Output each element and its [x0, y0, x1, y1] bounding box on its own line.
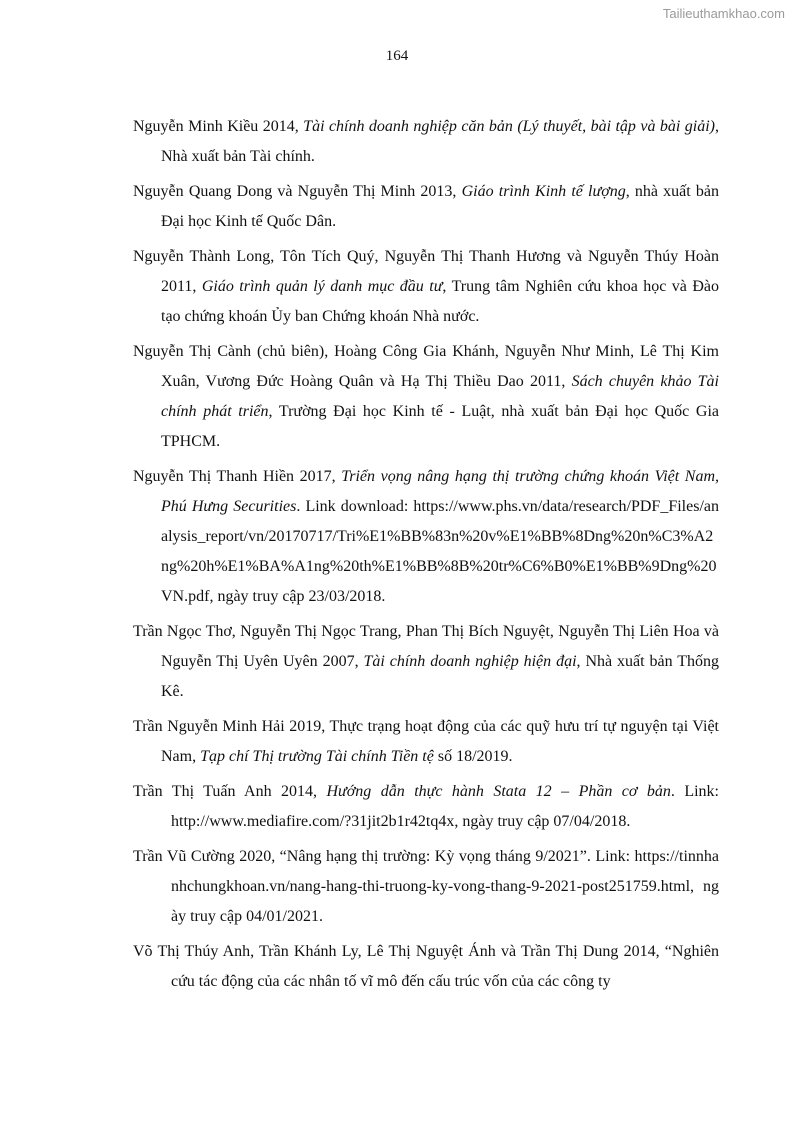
- reference-text: Trần Vũ Cường 2020, “Nâng hạng thị trường: Kỳ vọng tháng 9/2021”. Link: https://tinnhanhchungkhoan.vn/nang-hang-thi-truong-ky-vong-thang-9-2021-post251759.html, ngày truy cập 04/01/2021.: [133, 848, 719, 925]
- reference-text: Võ Thị Thúy Anh, Trần Khánh Ly, Lê Thị Nguyệt Ánh và Trần Thị Dung 2014, “Nghiên cứu tác động của các nhân tố vĩ mô đến cấu trúc vốn của các công ty: [133, 943, 719, 990]
- reference-text: Nguyễn Thị Cành (chủ biên), Hoàng Công Gia Khánh, Nguyễn Như Minh, Lê Thị Kim Xuân, Vương Đức Hoàng Quân và Hạ Thị Thiều Dao 2011,: [133, 343, 719, 390]
- reference-title: Triển vọng nâng hạng thị trường chứng khoán Việt Nam, Phú Hưng Securities: [161, 468, 720, 515]
- reference-text: , Trường Đại học Kinh tế - Luật, nhà xuất bản Đại học Quốc Gia TPHCM.: [161, 403, 719, 450]
- reference-text: , Trung tâm Nghiên cứu khoa học và Đào tạo chứng khoán Ủy ban Chứng khoán Nhà nước.: [161, 278, 720, 325]
- reference-text: Nguyễn Thành Long, Tôn Tích Quý, Nguyễn Thị Thanh Hương và Nguyễn Thúy Hoàn 2011,: [133, 248, 719, 295]
- reference-list: [133, 112, 719, 997]
- reference-title: Sách chuyên khảo Tài chính phát triển: [161, 373, 719, 420]
- reference-text: , nhà xuất bản Đại học Kinh tế Quốc Dân.: [161, 183, 720, 230]
- reference-text: , Nhà xuất bản Tài chính.: [161, 118, 719, 165]
- reference-title: Giáo trình quản lý danh mục đầu tư: [201, 278, 443, 295]
- reference-text: Nguyễn Minh Kiều 2014,: [133, 118, 304, 135]
- reference-title: Giáo trình Kinh tế lượng: [461, 183, 626, 200]
- reference-entry: [133, 242, 719, 332]
- reference-text: Nguyễn Thị Thanh Hiền 2017,: [133, 468, 342, 485]
- reference-entry: [133, 777, 719, 837]
- reference-entry: [133, 177, 719, 237]
- reference-title: Hướng dẫn thực hành Stata 12 – Phần cơ bản: [326, 783, 671, 800]
- reference-entry: [133, 112, 719, 172]
- reference-entry: [133, 337, 719, 457]
- reference-text: . Link download: https://www.phs.vn/data/research/PDF_Files/analysis_report/vn/20170717/Tri%E1%BB%83n%20v%E1%BB%8Dng%20n%C3%A2ng%20h%E1%BA%A1ng%20th%E1%BB%8B%20tr%C6%B0%E1%BB%9Dng%20VN.pdf, ngày truy cập 23/03/2018.: [161, 498, 719, 605]
- reference-text: số 18/2019.: [433, 748, 513, 765]
- reference-title: Tạp chí Thị trường Tài chính Tiền tệ: [200, 748, 434, 765]
- reference-title: Tài chính doanh nghiệp hiện đại: [363, 653, 577, 670]
- reference-text: Trần Thị Tuấn Anh 2014,: [133, 783, 327, 800]
- reference-entry: [133, 617, 719, 707]
- reference-title: Tài chính doanh nghiệp căn bản (Lý thuyết, bài tập và bài giải): [303, 118, 715, 135]
- page-number: 164: [385, 48, 409, 64]
- reference-text: , Nhà xuất bản Thống Kê.: [161, 653, 719, 700]
- reference-entry: [133, 842, 719, 932]
- reference-text: Nguyễn Quang Dong và Nguyễn Thị Minh 2013,: [133, 183, 462, 200]
- reference-text: Trần Ngọc Thơ, Nguyễn Thị Ngọc Trang, Phan Thị Bích Nguyệt, Nguyễn Thị Liên Hoa và Nguyễn Thị Uyên Uyên 2007,: [133, 623, 719, 670]
- reference-entry: [133, 937, 719, 997]
- watermark-text: Tailieuthamkhao.com: [662, 6, 785, 21]
- reference-text: . Link: http://www.mediafire.com/?31jit2b1r42tq4x, ngày truy cập 07/04/2018.: [171, 783, 719, 830]
- reference-entry: [133, 712, 719, 772]
- reference-text: Trần Nguyễn Minh Hải 2019, Thực trạng hoạt động của các quỹ hưu trí tự nguyện tại Việt Nam,: [133, 718, 719, 765]
- reference-entry: [133, 462, 719, 612]
